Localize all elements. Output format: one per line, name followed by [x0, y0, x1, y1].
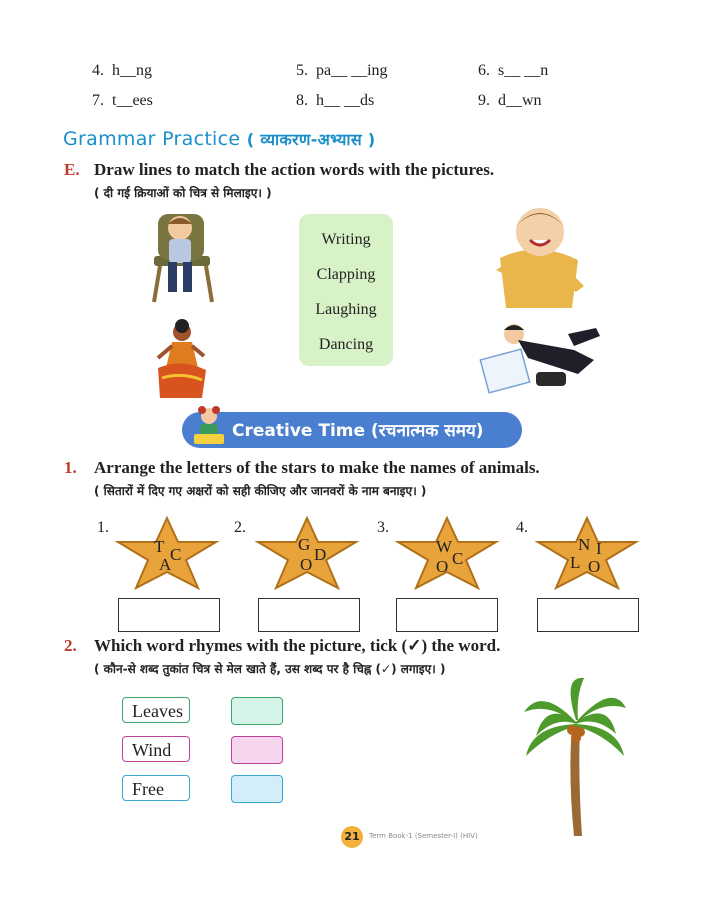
star-number-1: 1. — [97, 519, 109, 536]
star-number-2: 2. — [234, 519, 246, 536]
star-4-letter-1: N — [578, 535, 591, 554]
tick-box-wind[interactable] — [231, 736, 283, 764]
q2-instruction-hindi: ( कौन-से शब्द तुकांत चित्र से मेल खाते हैं, उस शब्द पर है चिह्न (✓) लगाइए। ) — [94, 662, 446, 676]
star-number-3: 3. — [377, 519, 389, 536]
star-4-letter-2: I — [596, 539, 602, 558]
blank-item-8: 8. h__ __ds — [296, 92, 375, 109]
star-1-letter-2: C — [170, 545, 182, 564]
section-e-letter: E. — [64, 160, 80, 179]
q1-number: 1. — [64, 458, 77, 477]
q2-instruction: Which word rhymes with the picture, tick (✓) the word. — [94, 636, 501, 655]
footer-text: Term Book-1 (Semester-I) (HIV) — [369, 832, 478, 840]
dancer-picture[interactable] — [152, 318, 210, 400]
tick-box-leaves[interactable] — [231, 697, 283, 725]
answer-box-3[interactable] — [396, 598, 498, 632]
option-leaves[interactable]: Leaves — [122, 697, 190, 723]
blank-item-7: 7. t__ees — [92, 92, 153, 109]
word-laughing[interactable]: Laughing — [315, 301, 377, 318]
grammar-practice-heading: Grammar Practice ( व्याकरण-अभ्यास ) — [63, 128, 376, 150]
palm-tree-picture — [522, 676, 628, 838]
star-2-letter-2: D — [314, 545, 327, 564]
blank-item-4: 4. h__ng — [92, 62, 152, 79]
star-3-letter-2: C — [452, 549, 464, 568]
blank-item-9: 9. d__wn — [478, 92, 542, 109]
option-free[interactable]: Free — [122, 775, 190, 801]
laughing-child-picture[interactable] — [490, 200, 586, 310]
star-2-letter-1: G — [298, 535, 311, 554]
writing-boy-picture[interactable] — [478, 314, 604, 394]
star-1-letter-1: T — [154, 537, 165, 556]
creative-time-title: Creative Time (रचनात्मक समय) — [232, 421, 484, 441]
star-2-letter-3: O — [300, 555, 313, 574]
answer-box-4[interactable] — [537, 598, 639, 632]
q2-number: 2. — [64, 636, 77, 655]
answer-box-2[interactable] — [258, 598, 360, 632]
star-3 — [394, 516, 500, 590]
blank-item-6: 6. s__ __n — [478, 62, 549, 79]
word-dancing[interactable]: Dancing — [318, 336, 374, 353]
star-4-letter-4: O — [588, 557, 601, 576]
q1-instruction: Arrange the letters of the stars to make the names of animals. — [94, 458, 540, 477]
section-e-instruction-hindi: ( दी गई क्रियाओं को चित्र से मिलाइए। ) — [94, 186, 272, 200]
star-number-4: 4. — [516, 519, 528, 536]
star-3-letter-1: W — [436, 537, 453, 556]
star-3-letter-3: O — [436, 557, 449, 576]
page-number: 21 — [341, 826, 363, 848]
tick-box-free[interactable] — [231, 775, 283, 803]
word-writing[interactable]: Writing — [321, 231, 371, 248]
reading-girl-icon — [190, 404, 228, 450]
blank-item-5: 5. pa__ __ing — [296, 62, 388, 79]
option-wind[interactable]: Wind — [122, 736, 190, 762]
star-2 — [254, 516, 360, 590]
answer-box-1[interactable] — [118, 598, 220, 632]
star-4 — [534, 516, 640, 590]
star-4-letter-3: L — [570, 553, 581, 572]
section-e-instruction: Draw lines to match the action words with the pictures. — [94, 160, 495, 179]
child-on-chair-picture[interactable] — [140, 206, 222, 306]
word-clapping[interactable]: Clapping — [316, 266, 376, 283]
action-words-box — [299, 214, 393, 366]
star-1 — [114, 516, 220, 590]
star-1-letter-3: A — [159, 555, 172, 574]
q1-instruction-hindi: ( सितारों में दिए गए अक्षरों को सही कीजिए और जानवरों के नाम बनाइए। ) — [94, 484, 427, 498]
